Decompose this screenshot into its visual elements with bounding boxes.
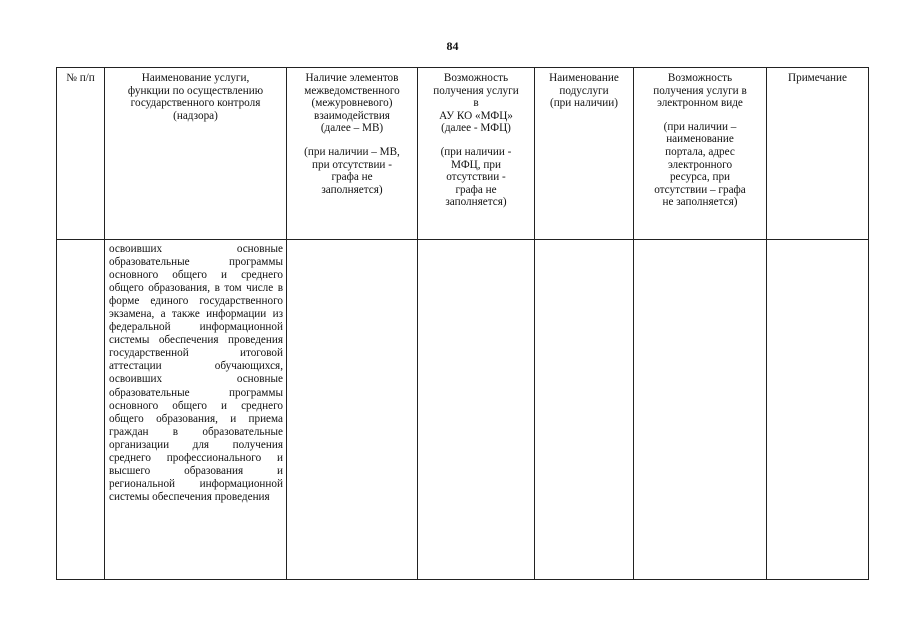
header-electronic-label: Возможность получения услуги в электронном виде (653, 72, 747, 110)
services-table (56, 67, 869, 580)
row-cell-electronic (634, 240, 767, 580)
header-cell-mfc (418, 68, 535, 240)
row-cell-remark (767, 240, 869, 580)
header-cell-subservice (535, 68, 634, 240)
header-mfc-label: Возможность получения услуги в АУ КО «МФЦ» (далее - МФЦ) (433, 72, 519, 135)
table-row (57, 240, 869, 580)
row-cell-mv (287, 240, 418, 580)
service-name-text: освоивших основные образовательные программы основного общего и среднего общего образования, в том числе в форме единого государственного экзамена, а также информации из федеральной информационной системы обеспечения проведения государственной итоговой аттестации обучающихся, освоивших основные образовательные программы основного общего и среднего общего образования, и приема граждан в образовательные организации для получения среднего профессионального и высшего образования и региональной информационной системы обеспечения проведения (109, 243, 283, 503)
header-mv-label: Наличие элементов межведомственного (межуровневого) взаимодействия (далее – МВ) (304, 72, 400, 135)
row-cell-service-name (105, 240, 287, 580)
header-remark-label: Примечание (788, 72, 847, 84)
header-cell-remark (767, 68, 869, 240)
header-cell-electronic (634, 68, 767, 240)
row-cell-subservice (535, 240, 634, 580)
header-service-name-label: Наименование услуги, функции по осуществлению государственного контроля (надзора) (127, 72, 264, 122)
row-cell-mfc (418, 240, 535, 580)
header-cell-mv (287, 68, 418, 240)
header-cell-service-name (105, 68, 287, 240)
header-electronic-note: (при наличии – наименование портала, адрес электронного ресурса, при отсутствии – графа не заполняется) (654, 120, 746, 209)
page-number: 84 (446, 39, 459, 53)
header-mv-note: (при наличии – МВ, при отсутствии - графа не заполняется) (304, 145, 400, 196)
header-num-label: № п/п (66, 72, 95, 84)
row-cell-num (57, 240, 105, 580)
header-subservice-label: Наименование подуслуги (при наличии) (549, 72, 619, 110)
table-header-row (57, 68, 869, 240)
header-cell-num (57, 68, 105, 240)
header-mfc-note: (при наличии - МФЦ, при отсутствии - графа не заполняется) (440, 145, 512, 209)
